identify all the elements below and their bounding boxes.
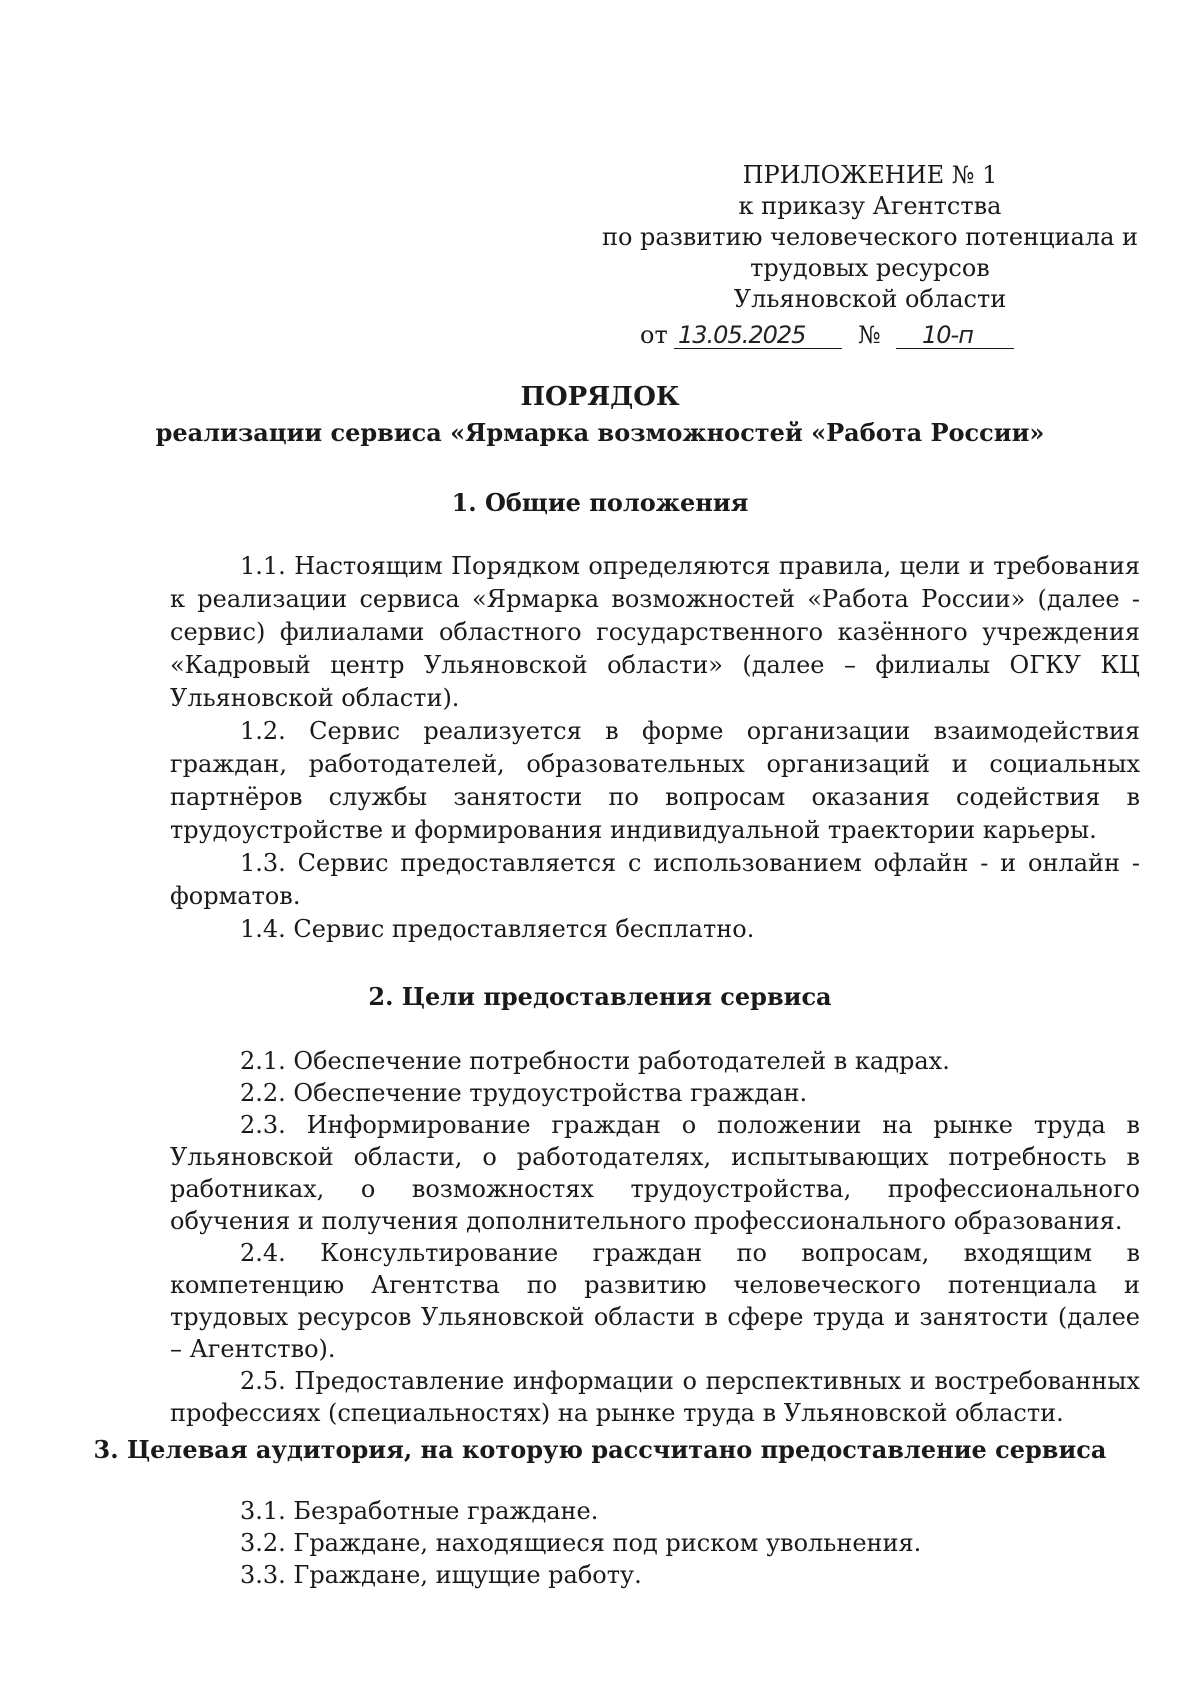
section-1-heading: 1. Общие положения (451, 488, 749, 517)
document-subtitle: реализации сервиса «Ярмарка возможностей «Работа России» (155, 418, 1045, 447)
registration-line (600, 320, 1140, 354)
paragraph-3-1: 3.1. Безработные граждане. (240, 1497, 599, 1525)
paragraph-3-2: 3.2. Граждане, находящиеся под риском увольнения. (240, 1529, 922, 1557)
paragraph-2-5: 2.5. Предоставление информации о перспективных и востребованных профессиях (специальностях) на рынке труда в Ульяновской области. (170, 1367, 1140, 1427)
appendix-number: ПРИЛОЖЕНИЕ № 1 (742, 161, 998, 189)
section-2-body (170, 1045, 1140, 1429)
appendix-header (600, 160, 1140, 354)
paragraph-2-2: 2.2. Обеспечение трудоустройства граждан. (240, 1079, 808, 1107)
section-1-body (170, 550, 1140, 946)
paragraph-1-2: 1.2. Сервис реализуется в форме организации взаимодействия граждан, работодателей, образовательных организаций и социальных партнёров службы занятости по вопросам оказания содействия в трудоустройстве и формирования индивидуальной траектории карьеры. (170, 717, 1140, 844)
appendix-agency-line1: по развитию человеческого потенциала и (601, 223, 1139, 251)
paragraph-2-1: 2.1. Обеспечение потребности работодателей в кадрах. (240, 1047, 950, 1075)
section-2-heading: 2. Цели предоставления сервиса (368, 982, 832, 1011)
appendix-region: Ульяновской области (733, 285, 1007, 313)
paragraph-2-4: 2.4. Консультирование граждан по вопросам, входящим в компетенцию Агентства по развитию человеческого потенциала и трудовых ресурсов Ульяновской области в сфере труда и занятости (далее – Агентство). (170, 1239, 1140, 1363)
handwritten-date: 13.05.2025 (678, 321, 806, 349)
handwritten-number: 10-п (922, 321, 973, 349)
appendix-agency-line2: трудовых ресурсов (750, 254, 990, 282)
document-title: ПОРЯДОК (520, 382, 680, 412)
section-3-heading: 3. Целевая аудитория, на которую рассчитано предоставление сервиса (93, 1435, 1107, 1464)
date-prefix: от (640, 321, 668, 349)
section-3-body (170, 1495, 1140, 1591)
paragraph-1-1: 1.1. Настоящим Порядком определяются правила, цели и требования к реализации сервиса «Ярмарка возможностей «Работа России» (далее - сервис) филиалами областного государственного казённого учреждения «Кадровый центр Ульяновской области» (далее – филиалы ОГКУ КЦ Ульяновской области). (170, 552, 1140, 712)
paragraph-3-3: 3.3. Граждане, ищущие работу. (240, 1561, 642, 1589)
paragraph-2-3: 2.3. Информирование граждан о положении на рынке труда в Ульяновской области, о работодателях, испытывающих потребность в работниках, о возможностях трудоустройства, профессионального обучения и получения дополнительного профессионального образования. (170, 1111, 1140, 1235)
appendix-order-ref: к приказу Агентства (738, 192, 1002, 220)
number-sign: № (858, 321, 881, 349)
paragraph-1-4: 1.4. Сервис предоставляется бесплатно. (240, 915, 755, 943)
paragraph-1-3: 1.3. Сервис предоставляется с использованием офлайн - и онлайн - форматов. (170, 849, 1140, 910)
